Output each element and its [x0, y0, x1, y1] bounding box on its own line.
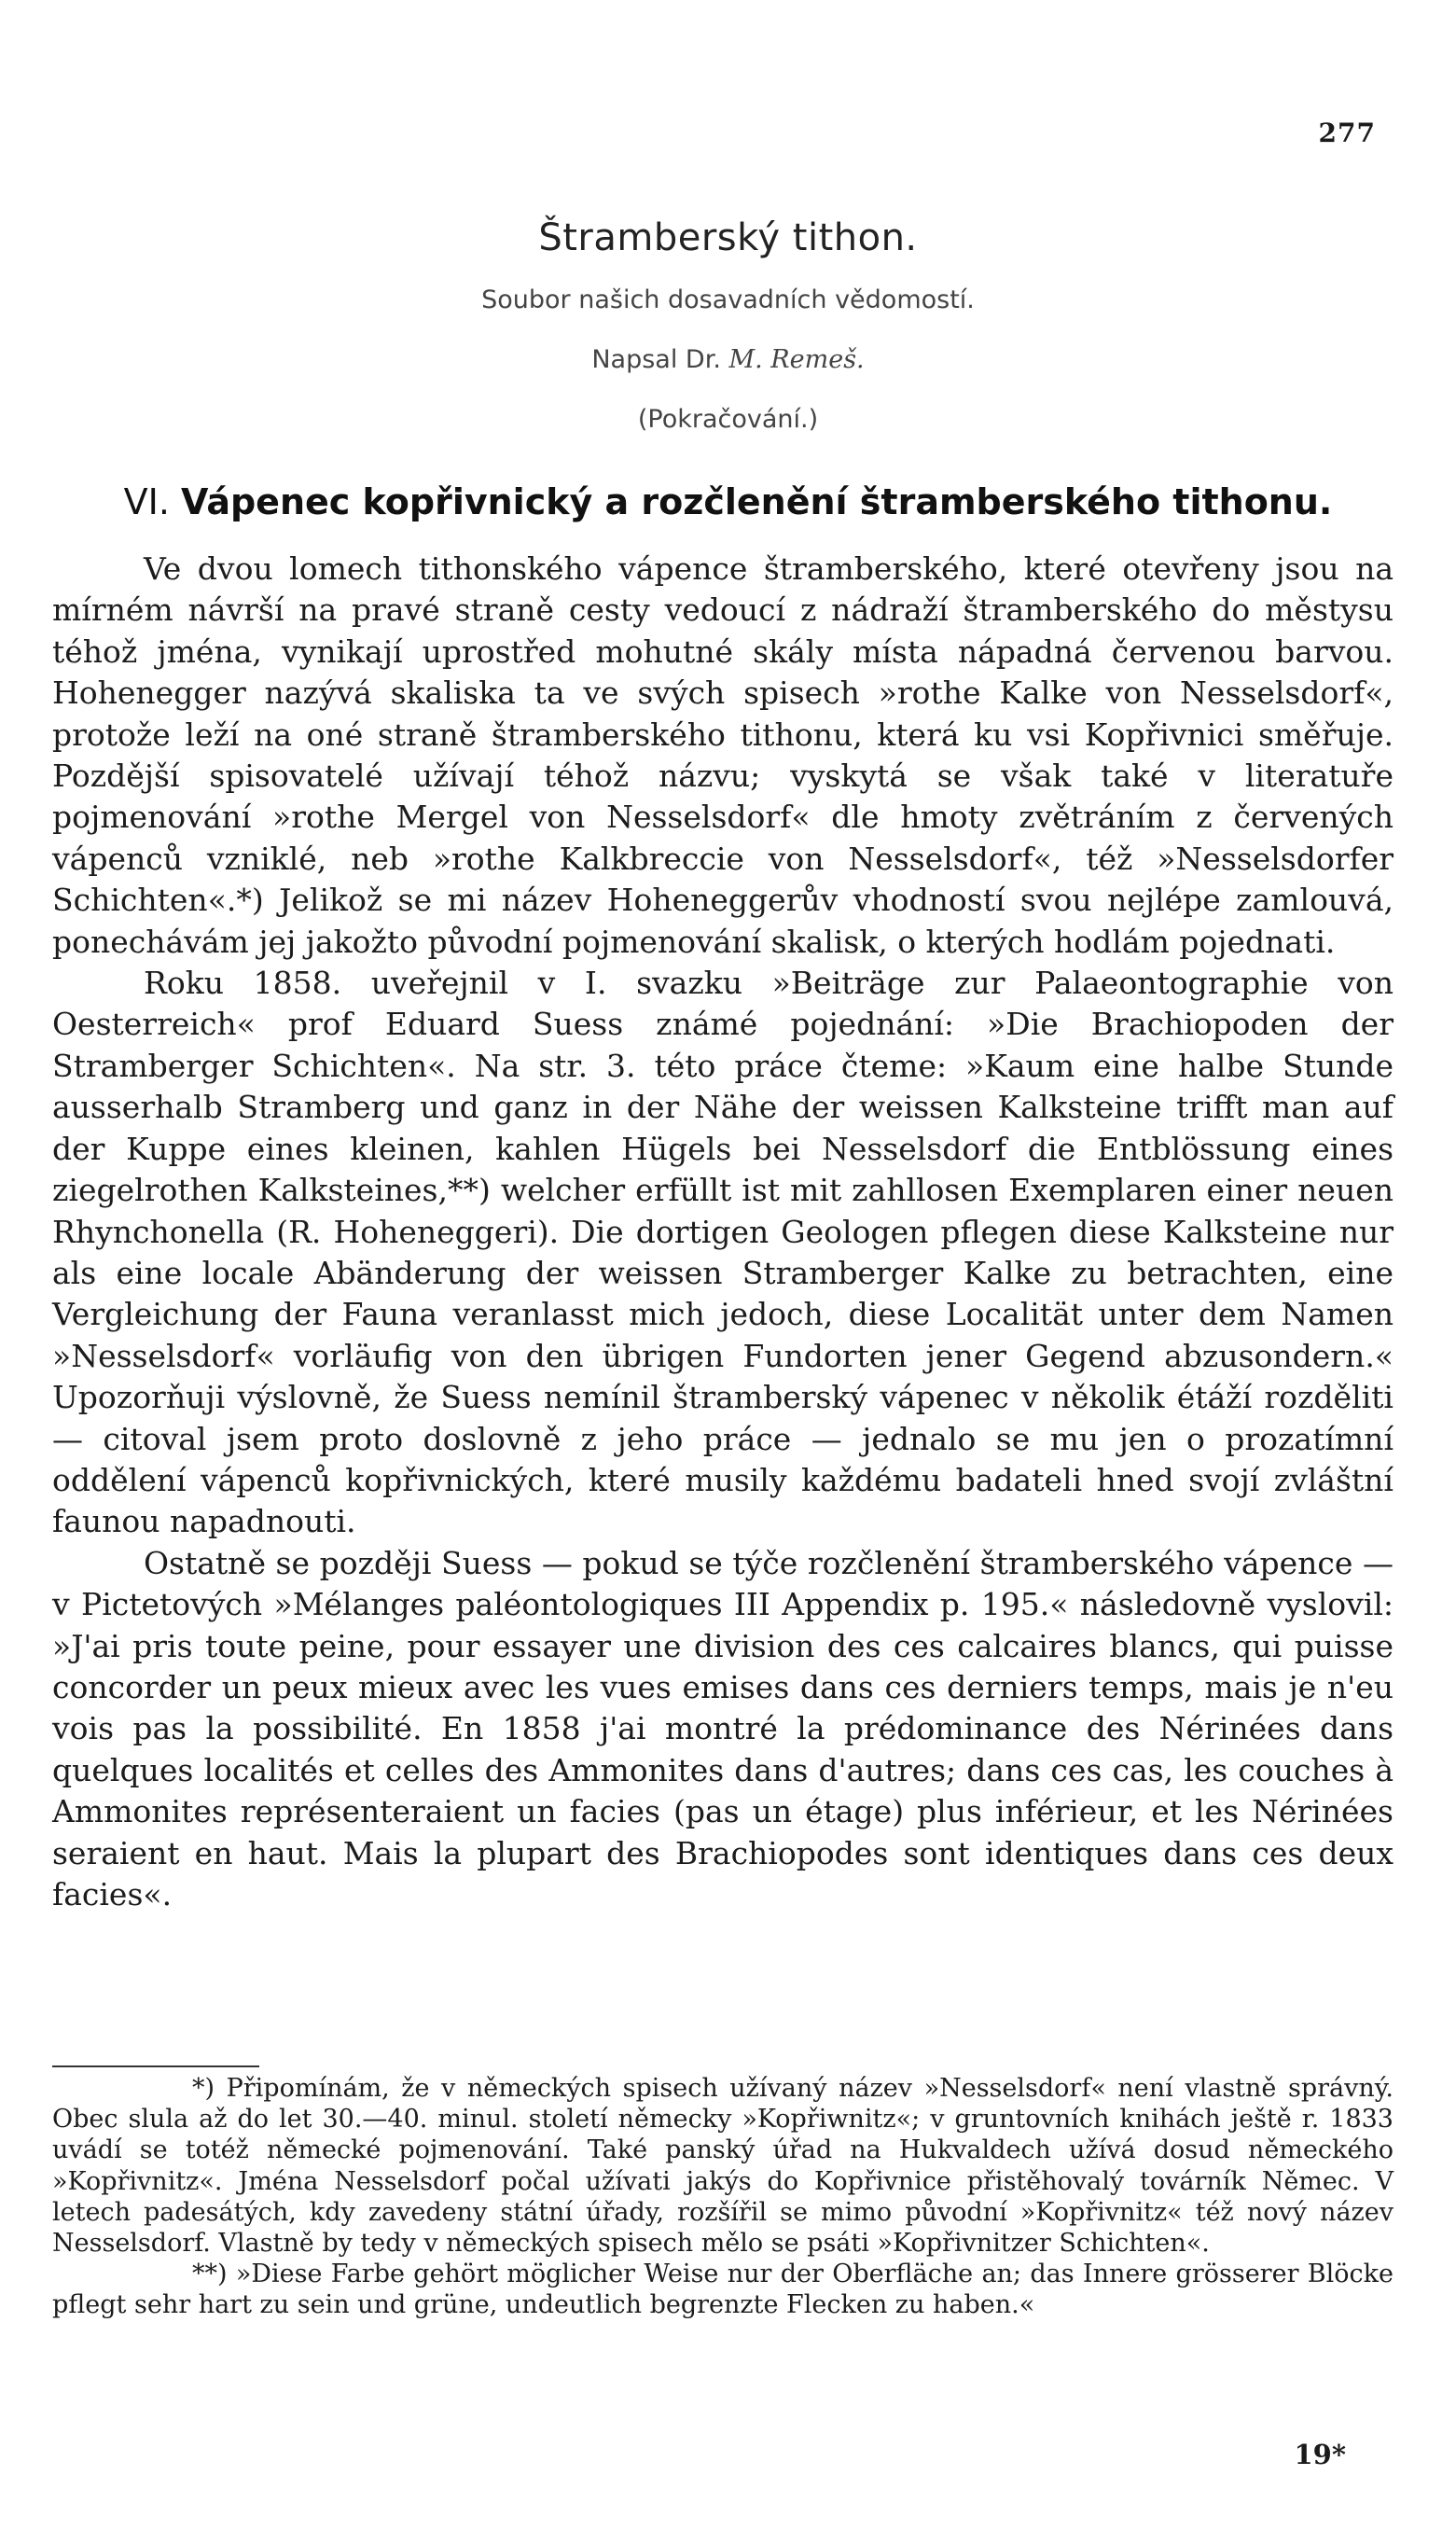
paragraph: Ve dvou lomech tithonského vápence štramberského, které otevřeny jsou na mírném návrší na pravé straně cesty vedoucí z nádraží štramberského do městysu téhož jména, vynikají uprostřed mohutné skály místa nápadná červenou barvou. Hohenegger nazývá skaliska ta ve svých spisech »rothe Kalke von Nesselsdorf«, protože leží na oné straně štramberského tithonu, která ku vsi Kopřivnici směřuje. Pozdější spisovatelé užívají téhož názvu; vyskytá se však také v literatuře pojmenování »rothe Mergel von Nesselsdorf« dle hmoty zvětráním z červených vápenců vzniklé, neb »rothe Kalkbreccie von Nesselsdorf«, též »Nesselsdorfer Schichten«.*) Jelikož se mi název Hoheneggerův vhodností svou nejlépe zamlouvá, ponechávám jej jakožto původní pojmenování skalisk, o kterých hodlám pojednati. — [52, 550, 1394, 960]
author-name: M. Remeš. — [728, 345, 865, 374]
author-prefix: Napsal Dr. — [591, 345, 729, 374]
footnote: **) »Diese Farbe gehört möglicher Weise nur der Oberfläche an; das Innere grösserer Blöcke pflegt sehr hart zu sein und grüne, undeutlich begrenzte Flecken zu haben.« — [52, 2260, 1394, 2320]
section-heading — [0, 481, 1456, 522]
body-text — [52, 549, 1394, 1915]
page-number: 277 — [1318, 118, 1376, 148]
article-title: Štramberský tithon. — [538, 216, 918, 259]
author-line — [0, 345, 1456, 374]
section-title: Vápenec kopřivnický a rozčlenění štramberského tithonu. — [181, 481, 1333, 522]
printer-signature: 19* — [1294, 2439, 1346, 2470]
article-subtitle: Soubor našich dosavadních vědomostí. — [481, 285, 975, 314]
footnote: *) Připomínám, že v německých spisech užívaný název »Nesselsdorf« není vlastně správný. Obec slula až do let 30.—40. minul. století německy »Kopřiwnitz«; v gruntovních knihách ještě r. 1833 uvádí se totéž německé pojmenování. Také panský úřad na Hukvaldech užívá dosud německého »Kopřivnitz«. Jména Nesselsdorf počal užívati jakýs do Kopřivnice přistěhovalý továrník Němec. V letech padesátých, kdy zavedeny státní úřady, rozšířil se mimo původní »Kopřivnitz« též nový název Nesselsdorf. Vlastně by tedy v německých spisech mělo se psáti »Kopřivnitzer Schichten«. — [52, 2074, 1394, 2259]
section-number: VI. — [123, 481, 170, 522]
footnotes — [52, 2073, 1394, 2321]
paragraph: Ostatně se později Suess — pokud se týče rozčlenění štramberského vápence — v Pictetových »Mélanges paléontologiques III Appendix p. 195.« následovně vyslovil: »J'ai pris toute peine, pour essayer une division des ces calcaires blancs, qui puisse concorder un peux mieux avec les vues emises dans ces derniers temps, mais je n'eu vois pas la possibilité. En 1858 j'ai montré la prédominance des Nérinées dans quelques localités et celles des Ammonites dans d'autres; dans ces cas, les couches à Ammonites représenteraient un facies (pas un étage) plus inférieur, et les Nérinées seraient en haut. Mais la plupart des Brachiopodes sont identiques dans ces deux facies«. — [52, 1544, 1394, 1912]
footnote-divider — [52, 2065, 259, 2067]
continuation-note: (Pokračování.) — [637, 405, 819, 434]
paragraph: Roku 1858. uveřejnil v I. svazku »Beiträge zur Palaeontographie von Oesterreich« prof Eduard Suess známé pojednání: »Die Brachiopoden der Stramberger Schichten«. Na str. 3. této práce čteme: »Kaum eine halbe Stunde ausserhalb Stramberg und ganz in der Nähe der weissen Kalksteine trifft man auf der Kuppe eines kleinen, kahlen Hügels bei Nesselsdorf die Entblössung eines ziegelrothen Kalksteines,**) welcher erfüllt ist mit zahllosen Exemplaren einer neuen Rhynchonella (R. Hoheneggeri). Die dortigen Geologen pflegen diese Kalksteine nur als eine locale Abänderung der weissen Stramberger Kalke zu betrachten, eine Vergleichung der Fauna veranlasst mich jedoch, diese Localität unter dem Namen »Nesselsdorf« vorläufig von den übrigen Fundorten jener Gegend abzusondern.« Upozorňuji výslovně, že Suess nemínil štramberský vápenec v několik étáží rozděliti — citoval jsem proto doslovně z jeho práce — jednalo se mu jen o prozatímní oddělení vápenců kopřivnických, které musily každému badateli hned svojí zvláštní faunou napadnouti. — [52, 965, 1394, 1540]
